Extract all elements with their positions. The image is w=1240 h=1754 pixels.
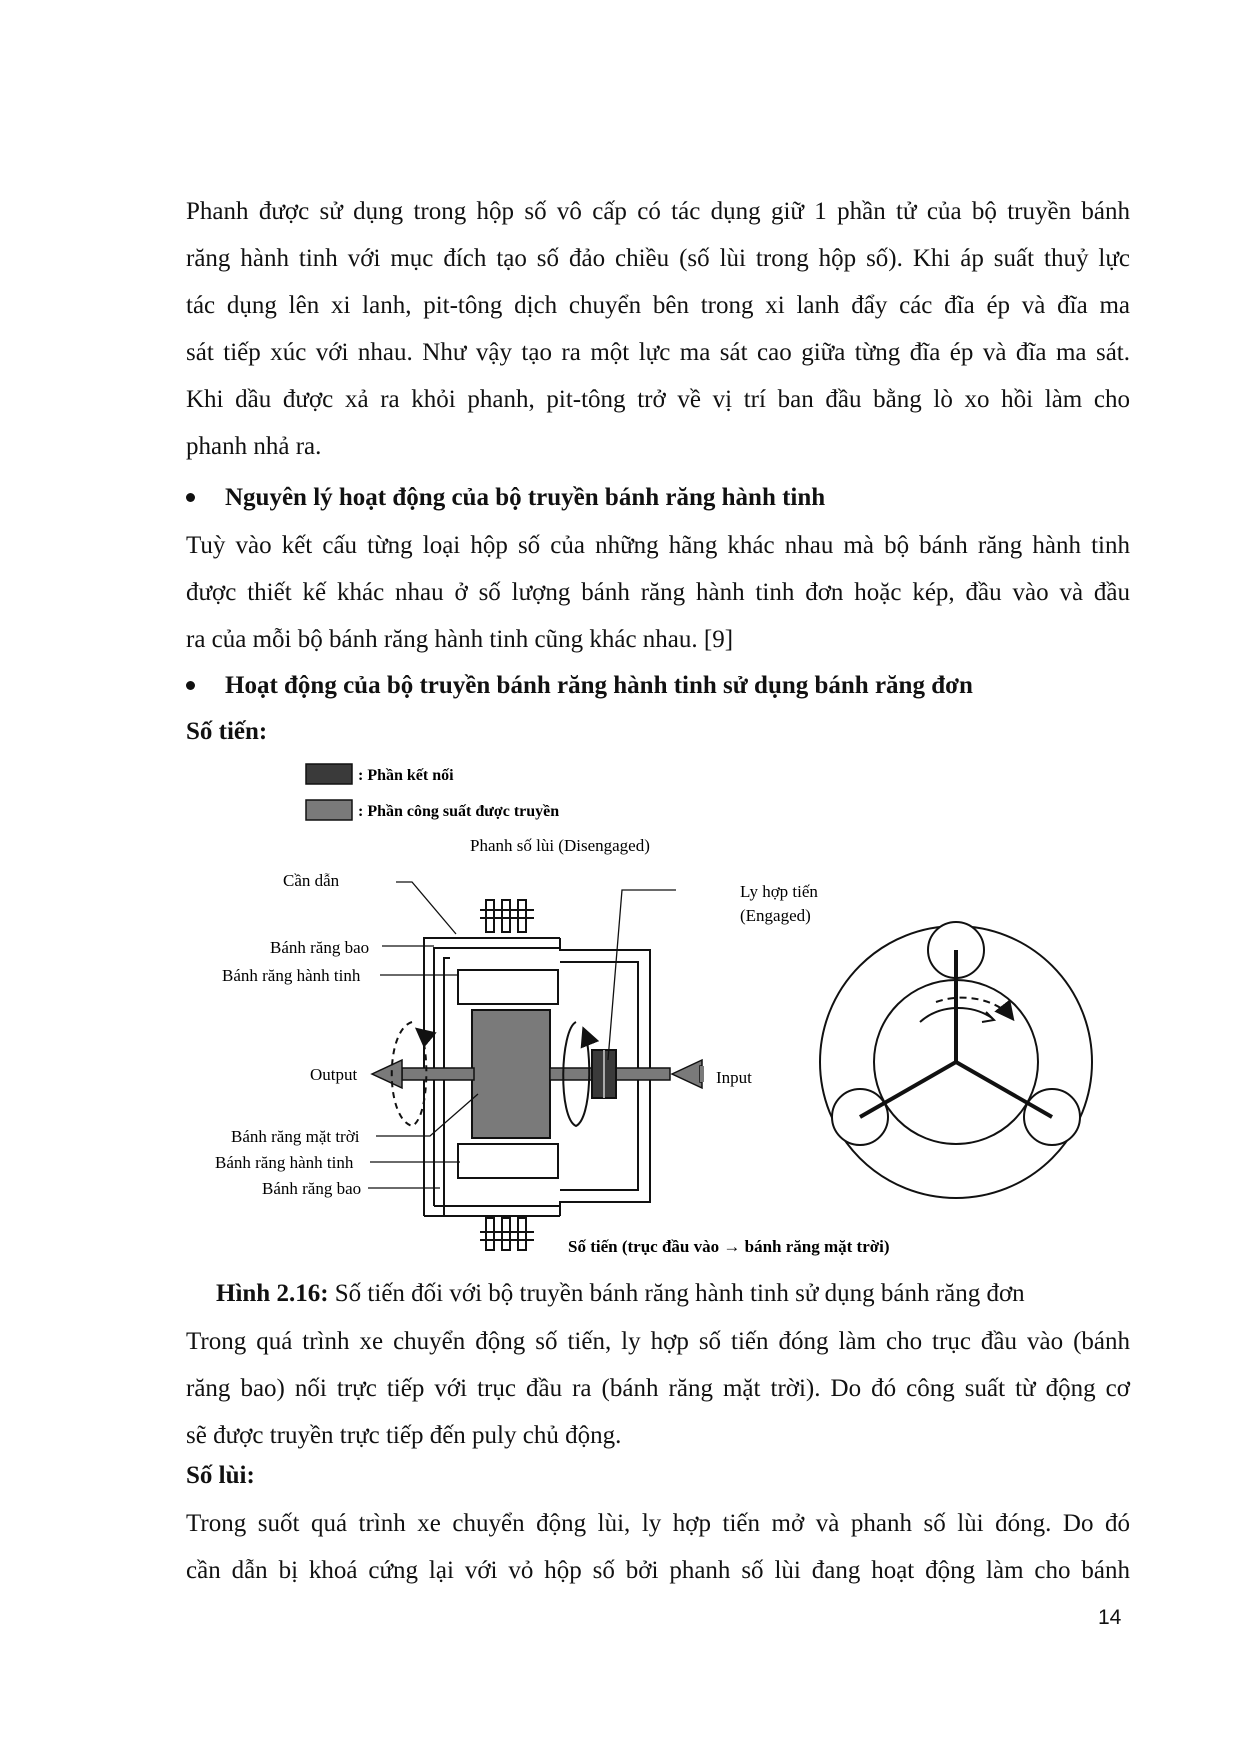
text-line: Trong quá trình xe chuyển động số tiến, ly hợp số tiến đóng làm cho trục đầu vào (bánh — [186, 1328, 1130, 1355]
text-line: tác dụng lên xi lanh, pit-tông dịch chuyển bên trong xi lanh đẩy các đĩa ép và đĩa ma — [186, 292, 1130, 319]
output-arrow-icon — [372, 1060, 402, 1088]
text-line: ra của mỗi bộ bánh răng hành tinh cũng khác nhau. [9] — [186, 626, 734, 653]
bullet-text: Nguyên lý hoạt động của bộ truyền bánh răng hành tinh — [225, 484, 826, 511]
legend-connected-label: : Phần kết nối — [358, 767, 454, 784]
input-arrow-tail — [700, 1066, 704, 1082]
label-carrier: Cần dẫn — [283, 871, 340, 890]
caption-text: Số tiến đối với bộ truyền bánh răng hành tinh sử dụng bánh răng đơn — [328, 1280, 1025, 1307]
text-line: được thiết kế khác nhau ở số lượng bánh răng hành tinh đơn hoặc kép, đầu vào và đầu — [186, 579, 1130, 606]
label-forward-clutch-state: (Engaged) — [740, 906, 811, 925]
paragraph-forward — [186, 1318, 1130, 1459]
label-planet-top: Bánh răng hành tinh — [222, 966, 361, 985]
text-line: Phanh được sử dụng trong hộp số vô cấp có tác dụng giữ 1 phần tử của bộ truyền bánh — [186, 198, 1130, 225]
label-forward-clutch: Ly hợp tiến — [740, 882, 818, 901]
text-line: sẽ được truyền trực tiếp đến puly chủ động. — [186, 1422, 622, 1449]
text-line: Tuỳ vào kết cấu từng loại hộp số của những hãng khác nhau mà bộ bánh răng hành tinh — [186, 532, 1130, 559]
sun-gear — [472, 1010, 550, 1138]
label-input: Input — [716, 1068, 752, 1087]
carrier-rotation-arrow-icon — [936, 998, 1012, 1018]
label-planet-bottom: Bánh răng hành tinh — [215, 1153, 354, 1172]
text-line: cần dẫn bị khoá cứng lại với vỏ hộp số bởi phanh số lùi đang hoạt động làm cho bánh — [186, 1557, 1130, 1584]
planet-gear-bottom — [458, 1144, 558, 1178]
legend-power-swatch — [306, 800, 352, 820]
text-line: răng hành tinh với mục đích tạo số đảo chiều (số lùi trong hộp số). Khi áp suất thuỷ lực — [186, 245, 1130, 272]
heading-reverse: Số lùi: — [186, 1462, 255, 1489]
label-reverse-brake: Phanh số lùi (Disengaged) — [470, 836, 650, 855]
label-ring-gear-bottom: Bánh răng bao — [262, 1179, 362, 1198]
text-line: Trong suốt quá trình xe chuyển động lùi, ly hợp tiến mở và phanh số lùi đóng. Do đó — [186, 1510, 1130, 1537]
heading-forward: Số tiến: — [186, 718, 268, 745]
planet-gear-top — [458, 970, 558, 1004]
page-number: 14 — [1098, 1606, 1122, 1629]
figure-caption — [216, 1274, 1025, 1314]
figure-subcaption: Số tiến (trục đầu vào → bánh răng mặt trời) — [568, 1237, 890, 1256]
label-output: Output — [310, 1065, 358, 1084]
text-line: sát tiếp xúc với nhau. Như vậy tạo ra một lực ma sát cao giữa từng đĩa ép và đĩa ma sát. — [186, 339, 1130, 366]
legend-connected-swatch — [306, 764, 352, 784]
output-shaft — [402, 1068, 474, 1080]
text-line: răng bao) nối trực tiếp với trục đầu ra (bánh răng mặt trời). Do đó công suất từ động cơ — [186, 1375, 1130, 1402]
caption-label: Hình 2.16: — [216, 1280, 329, 1307]
input-arrow-icon — [672, 1060, 702, 1088]
reverse-brake-bottom — [480, 1218, 534, 1250]
label-ring-gear-top: Bánh răng bao — [270, 938, 370, 957]
paragraph-reverse — [186, 1500, 1130, 1594]
text-line: phanh nhả ra. — [186, 433, 322, 460]
label-sun: Bánh răng mặt trời — [231, 1127, 360, 1146]
reverse-brake-top — [480, 900, 534, 932]
legend-power-label: : Phần công suất được truyền — [358, 803, 560, 820]
planetary-schematic — [820, 922, 1092, 1198]
bullet-text: Hoạt động của bộ truyền bánh răng hành tinh sử dụng bánh răng đơn — [225, 672, 973, 699]
text-line: Khi dầu được xả ra khỏi phanh, pit-tông trở về vị trí ban đầu bằng lò xo hồi làm cho — [186, 386, 1130, 413]
